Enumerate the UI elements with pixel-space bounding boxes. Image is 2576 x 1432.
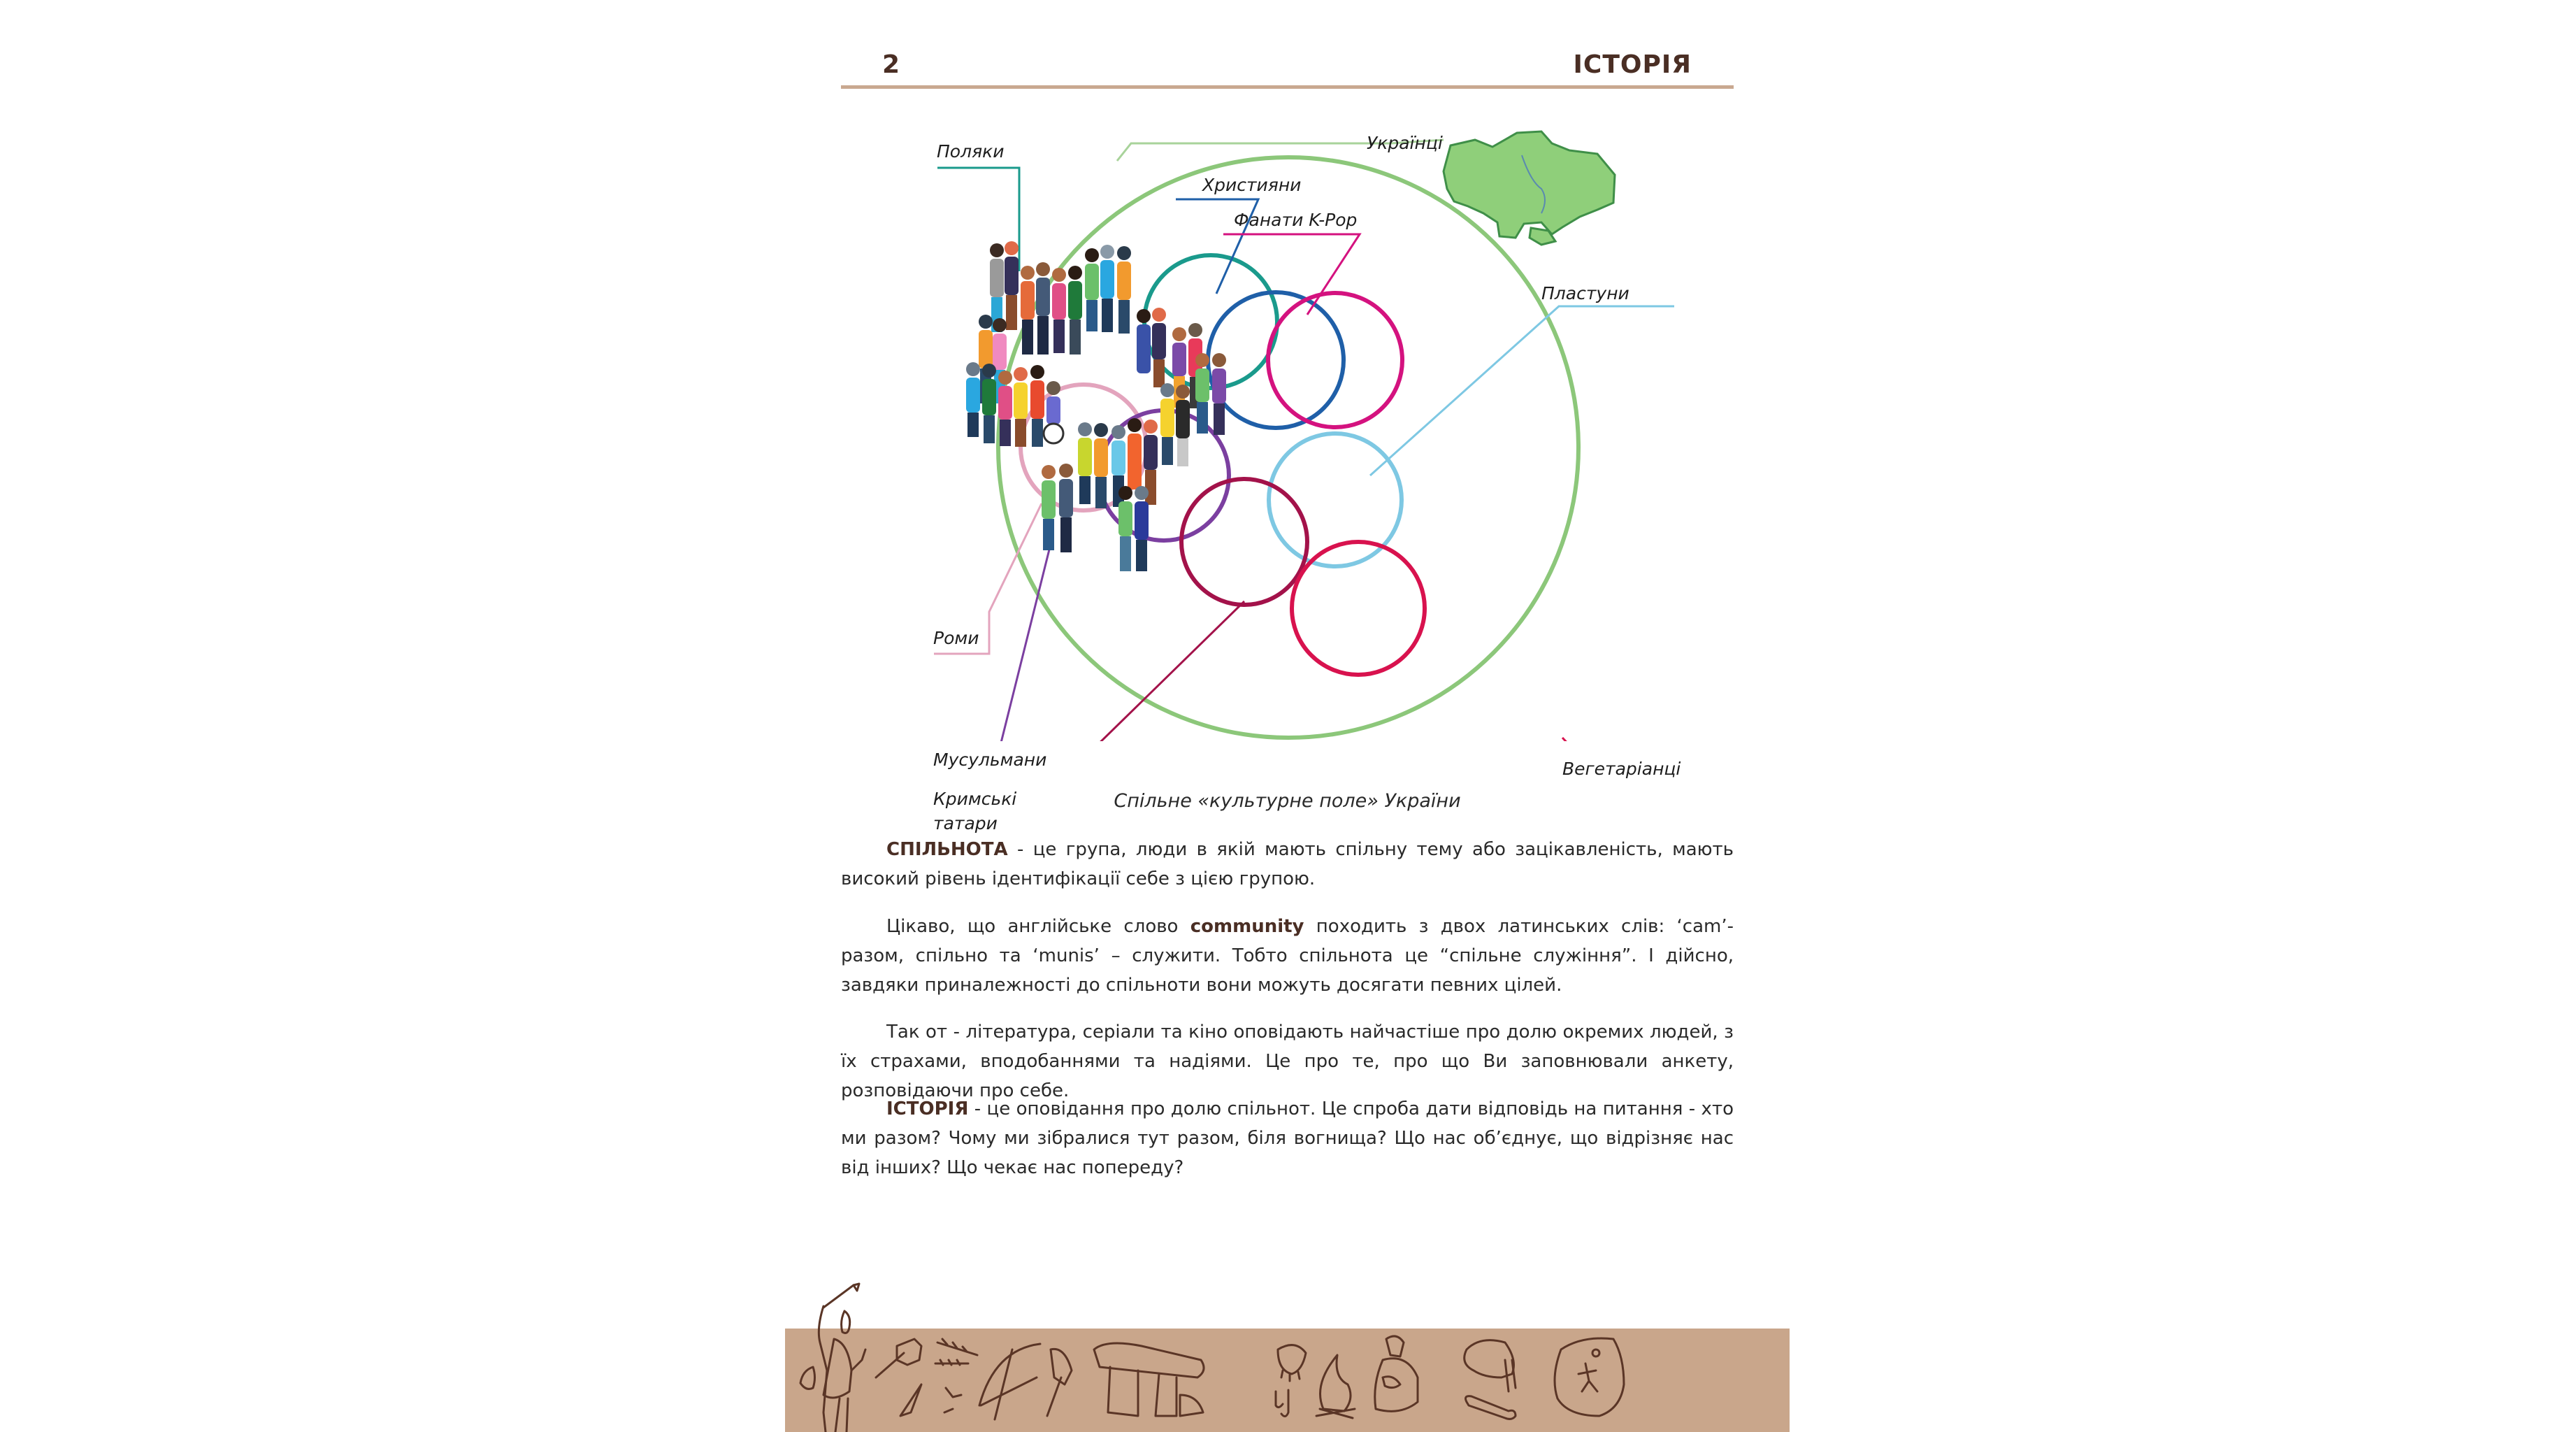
person-figure	[1078, 422, 1092, 504]
footer-illustrations	[785, 1273, 1790, 1432]
spear-tip-icon	[900, 1384, 921, 1416]
harpoon-icon	[937, 1339, 977, 1355]
person-figure	[1021, 266, 1035, 355]
hand-axe-stone-icon	[800, 1367, 815, 1389]
person-figure	[1036, 262, 1050, 355]
label-muslims: Мусульмани	[933, 750, 1047, 770]
person-figure	[1094, 423, 1108, 508]
people-figures	[966, 241, 1226, 571]
campfire-icon	[1316, 1355, 1355, 1418]
person-figure	[1052, 268, 1066, 353]
person-figure	[1030, 365, 1044, 447]
ukraine-map-icon	[1444, 131, 1615, 245]
person-figure	[1085, 248, 1099, 331]
paragraph-history-definition	[841, 1094, 1734, 1182]
tooth-necklace-icon	[1278, 1345, 1306, 1381]
stone-hammer-icon	[1047, 1349, 1072, 1416]
page-number: 2	[882, 50, 900, 79]
leader-line-vegetarians	[1562, 738, 1671, 741]
label-vegetarians: Вегетаріанці	[1562, 759, 1681, 779]
label-poles: Поляки	[937, 141, 1005, 162]
person-figure	[1068, 266, 1082, 355]
person-figure	[998, 371, 1012, 446]
caveman-with-spear-icon	[819, 1284, 865, 1432]
leader-line-crimean-tatars	[934, 601, 1244, 741]
term-community-english: community	[1190, 916, 1304, 937]
person-figure	[966, 362, 980, 437]
person-figure	[1005, 241, 1019, 330]
paragraph-text: - це група, люди в якій мають спільну тему або зацікавленість, мають високий рівень ідентифікації себе з цією групою.	[841, 839, 1734, 889]
label-kpop-fans: Фанати K-Pop	[1234, 210, 1358, 230]
person-figure	[1152, 308, 1166, 387]
paragraph-community-definition	[841, 835, 1734, 894]
person-figure	[1100, 245, 1114, 332]
person-figure	[1042, 465, 1056, 550]
label-crimean-tatars-line1: Кримські	[933, 789, 1017, 809]
paragraph-text: походить з двох латинських слів: ‘cam’- разом, спільно та ‘munis’ – служити. Тобто спільнота це “спільне служіння”. І дійсно, завдяки приналежності до спільноти вони можуть досягати певних цілей.	[841, 916, 1734, 996]
person-figure	[1128, 418, 1142, 489]
running-title: ІСТОРІЯ	[1573, 50, 1692, 79]
person-figure	[1059, 464, 1073, 552]
cave-painting-rock-icon	[1555, 1338, 1624, 1416]
header-divider	[841, 85, 1734, 89]
circle-kpop-fans	[1268, 293, 1402, 427]
bone-icon	[1466, 1396, 1516, 1419]
paragraph-etymology	[841, 912, 1734, 1000]
stone-club-icon	[876, 1339, 921, 1377]
label-plast-scouts: Пластуни	[1541, 283, 1629, 303]
label-roma: Роми	[933, 628, 979, 648]
bow-and-arrows-icon	[979, 1344, 1040, 1419]
person-figure	[1014, 367, 1028, 447]
person-figure	[1212, 353, 1226, 435]
dolmen-icon	[1094, 1343, 1204, 1416]
figure-caption: Спільне «культурне поле» України	[1114, 790, 1461, 812]
diagram-canvas	[909, 112, 1678, 741]
sabertooth-skull-icon	[1465, 1340, 1516, 1391]
label-crimean-tatars-line2: татари	[933, 813, 998, 833]
person-figure	[1137, 309, 1151, 373]
leader-line-poles	[937, 168, 1019, 271]
arrowhead-icon	[944, 1388, 961, 1412]
leader-line-ukrainians	[1117, 143, 1237, 161]
paragraph-literature	[841, 1017, 1734, 1105]
fish-hooks-icon	[1276, 1390, 1288, 1417]
label-christians: Християни	[1202, 175, 1302, 195]
circle-crimean-tatars	[1181, 479, 1307, 605]
term-history: ІСТОРІЯ	[886, 1098, 969, 1119]
label-ukrainians: Українці	[1367, 133, 1443, 153]
paragraph-text: - це оповідання про долю спільнот. Це спроба дати відповідь на питання - хто ми разом? Чому ми зібралися тут разом, біля вогнища? Що нас об’єднує, що відрізняє нас від інших? Що чекає нас попереду?	[841, 1098, 1734, 1178]
term-community: СПІЛЬНОТА	[886, 839, 1008, 860]
leader-line-plast	[1370, 306, 1674, 475]
person-figure	[1117, 246, 1131, 334]
paragraph-text: Так от - література, серіали та кіно оповідають найчастіше про долю окремих людей, з їх страхами, вподобаннями та надіями. Це про те, про що Ви заповнювали анкету, розповідаючи про себе.	[841, 1022, 1734, 1101]
person-figure	[1160, 383, 1174, 465]
harpoon-icon	[935, 1360, 968, 1365]
mother-with-child-icon	[1375, 1336, 1418, 1411]
paragraph-text-pre: Цікаво, що англійське слово	[886, 916, 1190, 937]
person-figure	[982, 364, 996, 443]
